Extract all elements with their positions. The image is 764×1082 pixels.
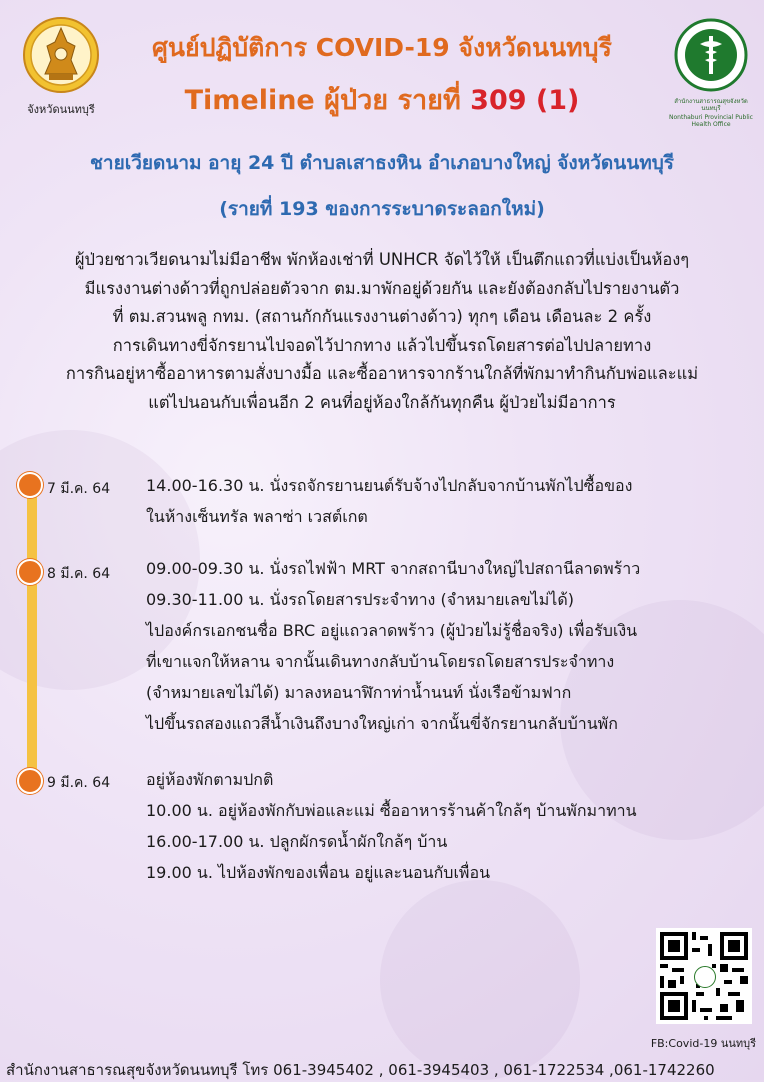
- qr-logo-icon: [694, 966, 716, 988]
- province-logo-caption: จังหวัดนนทบุรี: [27, 103, 95, 116]
- timeline-entry-line: ไปขึ้นรถสองแถวสีน้ำเงินถึงบางใหญ่เก่า จากนั้นขี่จักรยานกลับบ้านพัก: [146, 714, 618, 733]
- ministry-logo-caption: สำนักงานสาธารณสุขจังหวัดนนทบุรี: [674, 98, 748, 112]
- case-number: 309 (1): [470, 85, 580, 116]
- timeline-entry-line: ไปองค์กรเอกชนชื่อ BRC อยู่แถวลาดพร้าว (ผู้ป่วยไม่รู้ชื่อจริง) เพื่อรับเงิน: [146, 621, 638, 640]
- timeline-date: 9 มี.ค. 64: [47, 775, 111, 791]
- timeline-entry-line: 19.00 น. ไปห้องพักของเพื่อน อยู่และนอนกับเพื่อน: [146, 863, 490, 882]
- timeline-entry: [146, 553, 640, 739]
- patient-description: [10, 246, 754, 417]
- ministry-seal-icon: [672, 18, 750, 92]
- timeline-date: 8 มี.ค. 64: [47, 566, 111, 582]
- timeline-entry-line: 09.00-09.30 น. นั่งรถไฟฟ้า MRT จากสถานีบางใหญ่ไปสถานีลาดพร้าว: [146, 559, 641, 578]
- ministry-logo-caption-en: Nonthaburi Provincial Public Health Office: [669, 114, 753, 128]
- timeline-entry-line: ในห้างเซ็นทรัล พลาซ่า เวสต์เกต: [146, 507, 368, 526]
- province-seal-icon: [21, 16, 101, 94]
- case-title-prefix: Timeline ผู้ป่วย รายที่: [184, 85, 471, 116]
- timeline-entry-line: 10.00 น. อยู่ห้องพักกับพ่อและแม่ ซื้ออาหารร้านค้าใกล้ๆ บ้านพักมาทาน: [146, 801, 637, 820]
- description-line: การเดินทางขี่จักรยานไปจอดไว้ปากทาง แล้วไปขึ้นรถโดยสารต่อไปปลายทาง: [112, 335, 652, 355]
- timeline-entry-line: 14.00-16.30 น. นั่งรถจักรยานยนต์รับจ้างไปกลับจากบ้านพักไปซื้อของ: [146, 476, 633, 495]
- timeline-dot: [17, 472, 43, 498]
- timeline-date: 7 มี.ค. 64: [47, 481, 111, 497]
- background-bubble: [380, 880, 580, 1080]
- province-logo: [18, 16, 104, 116]
- description-line: แต่ไปนอนกับเพื่อนอีก 2 คนที่อยู่ห้องใกล้กันทุกคืน ผู้ป่วยไม่มีอาการ: [148, 392, 616, 412]
- footer-contact: สำนักงานสาธารณสุขจังหวัดนนทบุรี โทร 061-3945402 , 061-3945403 , 061-1722534 ,061-1742260: [6, 1061, 715, 1079]
- description-line: มีแรงงานต่างด้าวที่ถูกปล่อยตัวจาก ตม.มาพักอยู่ด้วยกัน และยังต้องกลับไปรายงานตัว: [84, 278, 680, 298]
- timeline-bar: [27, 482, 37, 784]
- timeline-entry-line: (จำหมายเลขไม่ได้) มาลงหอนาฬิกาท่าน้ำนนท์ นั่งเรือข้ามฟาก: [146, 683, 572, 702]
- facebook-page-label: FB:Covid-19 นนทบุรี: [650, 1037, 756, 1050]
- ministry-logo: [666, 18, 756, 128]
- timeline-entry-line: ที่เขาแจกให้หลาน จากนั้นเดินทางกลับบ้านโดยรถโดยสารประจำทาง: [146, 652, 615, 671]
- page-title: ศูนย์ปฏิบัติการ COVID-19 จังหวัดนนทบุรี: [152, 33, 612, 62]
- description-line: ที่ ตม.สวนพลู กทม. (สถานกักกันแรงงานต่างด้าว) ทุกๆ เดือน เดือนละ 2 ครั้ง: [112, 307, 652, 326]
- patient-summary: ชายเวียดนาม อายุ 24 ปี ตำบลเสาธงหิน อำเภอบางใหญ่ จังหวัดนนทบุรี: [90, 152, 674, 174]
- timeline-entry-line: 09.30-11.00 น. นั่งรถโดยสารประจำทาง (จำหมายเลขไม่ได้): [146, 590, 574, 609]
- timeline-entry-line: 16.00-17.00 น. ปลูกผักรดน้ำผักใกล้ๆ บ้าน: [146, 832, 448, 851]
- patient-case-order: (รายที่ 193 ของการระบาดระลอกใหม่): [219, 198, 545, 220]
- timeline-entry-line: อยู่ห้องพักตามปกติ: [146, 770, 274, 789]
- description-line: การกินอยู่หาซื้ออาหารตามสั่งบางมื้อ และซื้ออาหารจากร้านใกล้ที่พักมาทำกินกับพ่อและแม่: [65, 364, 699, 383]
- timeline-dot: [17, 559, 43, 585]
- timeline-entry: [146, 470, 632, 532]
- timeline-entry: [146, 764, 637, 888]
- timeline-dot: [17, 768, 43, 794]
- qr-code[interactable]: [656, 928, 752, 1024]
- page-subtitle-case: [110, 78, 654, 121]
- description-line: ผู้ป่วยชาวเวียดนามไม่มีอาชีพ พักห้องเช่าที่ UNHCR จัดไว้ให้ เป็นตึกแถวที่แบ่งเป็นห้องๆ: [74, 250, 690, 269]
